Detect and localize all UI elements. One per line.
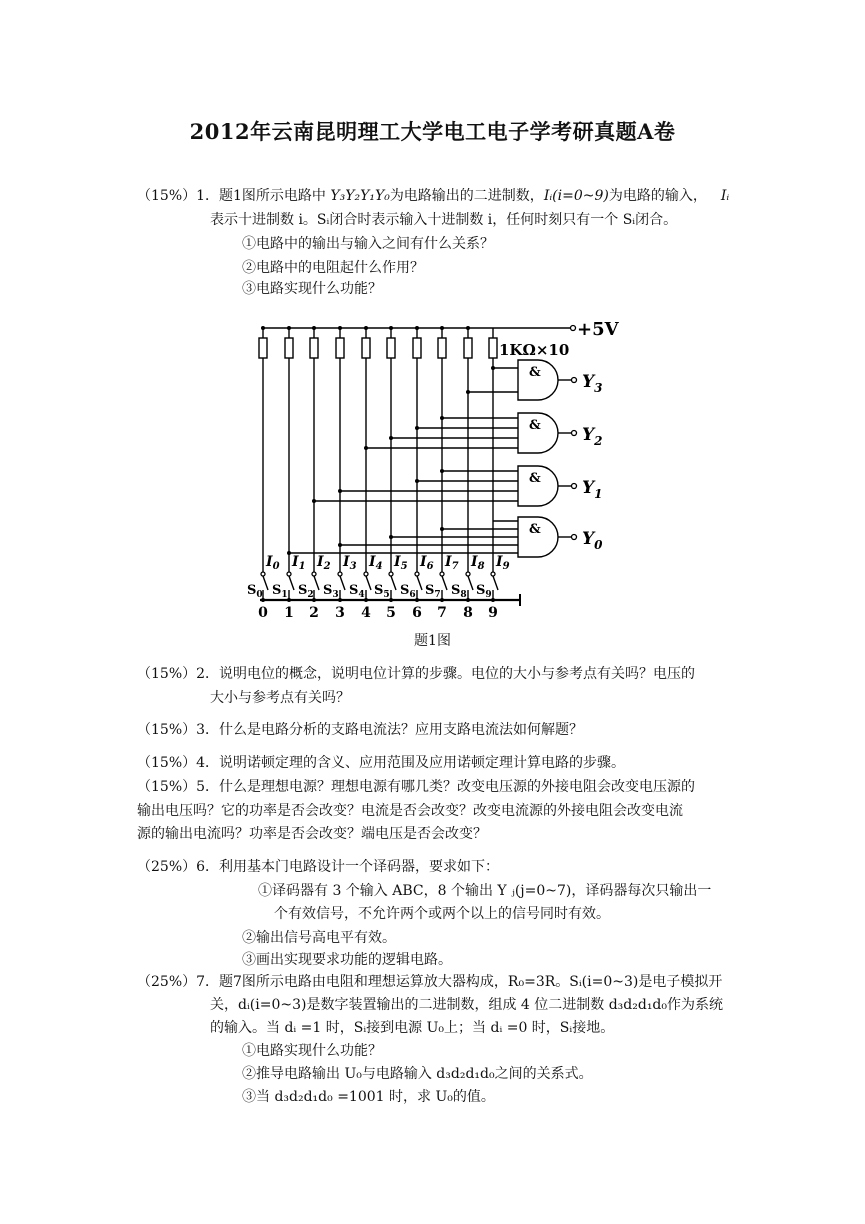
q1-sub2: ②电路中的电阻起什么作用？ [242, 260, 424, 276]
switch-9 [493, 566, 498, 600]
q5-line1: （15%）5．什么是理想电源？理想电源有哪几类？改变电压源的外接电阻会改变电压源的 [137, 779, 696, 795]
switch-2 [314, 566, 319, 600]
switch-3 [340, 566, 345, 600]
input-label-6: $I_6$ [420, 554, 434, 572]
q7-line2: 关，dᵢ(i=0~3)是数字装置输出的二进制数，组成 4 位二进制数 d₃d₂d₁d₀作为系统 [210, 997, 724, 1013]
q1-line1-sym: Y₃Y₂Y₁Y₀ [330, 188, 390, 204]
input-label-9: $I_9$ [496, 554, 510, 572]
digit-label-1: 1 [284, 605, 294, 621]
q1-sub3: ③电路实现什么功能？ [242, 281, 382, 297]
vcc-terminal [571, 326, 576, 331]
y0-terminal [572, 535, 577, 540]
gate-symbol-y1: & [529, 471, 541, 486]
resistor-column-0 [259, 328, 267, 566]
switch-label-5: $S_5$ [374, 583, 390, 600]
digit-label-9: 9 [488, 605, 498, 621]
y2-terminal [572, 431, 577, 436]
switch-label-8: $S_8$ [451, 583, 467, 600]
resistor-column-1 [285, 328, 293, 566]
input-label-3: $I_3$ [343, 554, 357, 572]
q3-line1: （15%）3．什么是电路分析的支路电流法？应用支路电流法如何解题？ [137, 722, 584, 738]
q7-sub3: ③当 d₃d₂d₁d₀ =1001 时，求 U₀的值。 [242, 1089, 495, 1105]
y1-terminal [572, 484, 577, 489]
digit-label-6: 6 [412, 605, 422, 621]
switch-label-9: $S_9$ [476, 583, 492, 600]
q1-line1-text-b: 为电路输出的二进制数， [389, 188, 544, 204]
input-label-0: $I_0$ [266, 554, 280, 572]
switch-label-6: $S_6$ [400, 583, 416, 600]
q1-line2: 表示十进制数 i。Sᵢ闭合时表示输入十进制数 i，任何时刻只有一个 Sᵢ闭合。 [210, 212, 678, 228]
digit-label-2: 2 [309, 605, 319, 621]
digit-label-5: 5 [386, 605, 396, 621]
q6-line1: （25%）6．利用基本门电路设计一个译码器，要求如下： [137, 859, 500, 875]
q4-line1: （15%）4．说明诺顿定理的含义、应用范围及应用诺顿定理计算电路的步骤。 [137, 755, 626, 771]
q2-line1: （15%）2．说明电位的概念，说明电位计算的步骤。电位的大小与参考点有关吗？电压的 [137, 666, 696, 682]
figure-1-caption: 题1图 [414, 633, 451, 649]
switch-label-7: $S_7$ [425, 583, 441, 600]
digit-label-8: 8 [463, 605, 473, 621]
switch-label-4: $S_4$ [349, 583, 365, 600]
q6-sub2: ②输出信号高电平有效。 [242, 930, 396, 946]
q1-sub1: ①电路中的输出与输入之间有什么关系？ [242, 236, 494, 252]
gate-symbol-y2: & [529, 418, 541, 433]
switch-7 [442, 566, 447, 600]
switch-0 [263, 566, 268, 600]
switch-label-2: $S_2$ [298, 583, 314, 600]
output-label-y1: $Y_1$ [582, 478, 603, 501]
q7-line1: （25%）7．题7图所示电路由电阻和理想运算放大器构成，R₀=3R。Sᵢ(i=0~3)是电子模拟开 [137, 974, 723, 990]
resistor-column-6 [413, 328, 421, 566]
output-label-y0: $Y_0$ [582, 529, 603, 552]
resistor-column-8 [464, 328, 472, 566]
resistor-column-2 [310, 328, 318, 566]
y3-terminal [572, 378, 577, 383]
vcc-label: +5V [577, 319, 619, 340]
input-label-2: $I_2$ [317, 554, 331, 572]
q1-line1-sym3: Iᵢ [720, 188, 730, 204]
digit-label-3: 3 [335, 605, 345, 621]
switch-label-0: $S_0$ [247, 583, 263, 600]
page-title: 2012年云南昆明理工大学电工电子学考研真题A卷 [189, 119, 676, 144]
input-label-5: $I_5$ [394, 554, 408, 572]
digit-label-0: 0 [258, 605, 268, 621]
switch-6 [417, 566, 422, 600]
resistor-column-5 [387, 328, 395, 566]
switch-8 [468, 566, 473, 600]
input-label-4: $I_4$ [369, 554, 383, 572]
q5-line3: 源的输出电流吗？功率是否会改变？端电压是否会改变？ [137, 826, 487, 842]
output-label-y2: $Y_2$ [582, 425, 603, 448]
switch-5 [391, 566, 396, 600]
q7-line3: 的输入。当 dᵢ =1 时，Sᵢ接到电源 U₀上；当 dᵢ =0 时，Sᵢ接地。 [210, 1020, 615, 1036]
switch-1 [289, 566, 294, 600]
q7-sub1: ①电路实现什么功能？ [242, 1043, 382, 1059]
q2-line2: 大小与参考点有关吗？ [210, 690, 350, 706]
gate-symbol-y3: & [529, 365, 541, 380]
switch-label-3: $S_3$ [323, 583, 339, 600]
q1-line1-text-c: 为电路的输入， [608, 188, 707, 204]
input-label-8: $I_8$ [471, 554, 485, 572]
q1-line1-text-a: （15%）1．题1图所示电路中 [137, 188, 331, 204]
gate-symbol-y0: & [529, 522, 541, 537]
q7-sub2: ②推导电路输出 U₀与电路输入 d₃d₂d₁d₀之间的关系式。 [242, 1066, 593, 1082]
resistor-label: 1KΩ×10 [499, 341, 570, 359]
digit-label-7: 7 [437, 605, 447, 621]
switch-4 [366, 566, 371, 600]
q6-sub1a: ①译码器有 3 个输入 ABC，8 个输出 Y ⱼ(j=0~7)，译码器每次只输出一 [258, 883, 712, 899]
output-label-y3: $Y_3$ [582, 372, 603, 395]
digit-label-4: 4 [361, 605, 371, 621]
switch-label-1: $S_1$ [272, 583, 288, 600]
q6-sub3: ③画出实现要求功能的逻辑电路。 [242, 952, 452, 968]
resistor-column-3 [336, 328, 344, 566]
q1-line1-sym2: Iᵢ(i=0~9) [543, 188, 609, 204]
input-label-7: $I_7$ [445, 554, 459, 572]
input-label-1: $I_1$ [292, 554, 306, 572]
q5-line2: 输出电压吗？它的功率是否会改变？电流是否会改变？改变电流源的外接电阻会改变电流 [137, 803, 683, 819]
resistor-column-9 [489, 328, 497, 566]
q6-sub1b: 个有效信号，不允许两个或两个以上的信号同时有效。 [274, 906, 610, 922]
